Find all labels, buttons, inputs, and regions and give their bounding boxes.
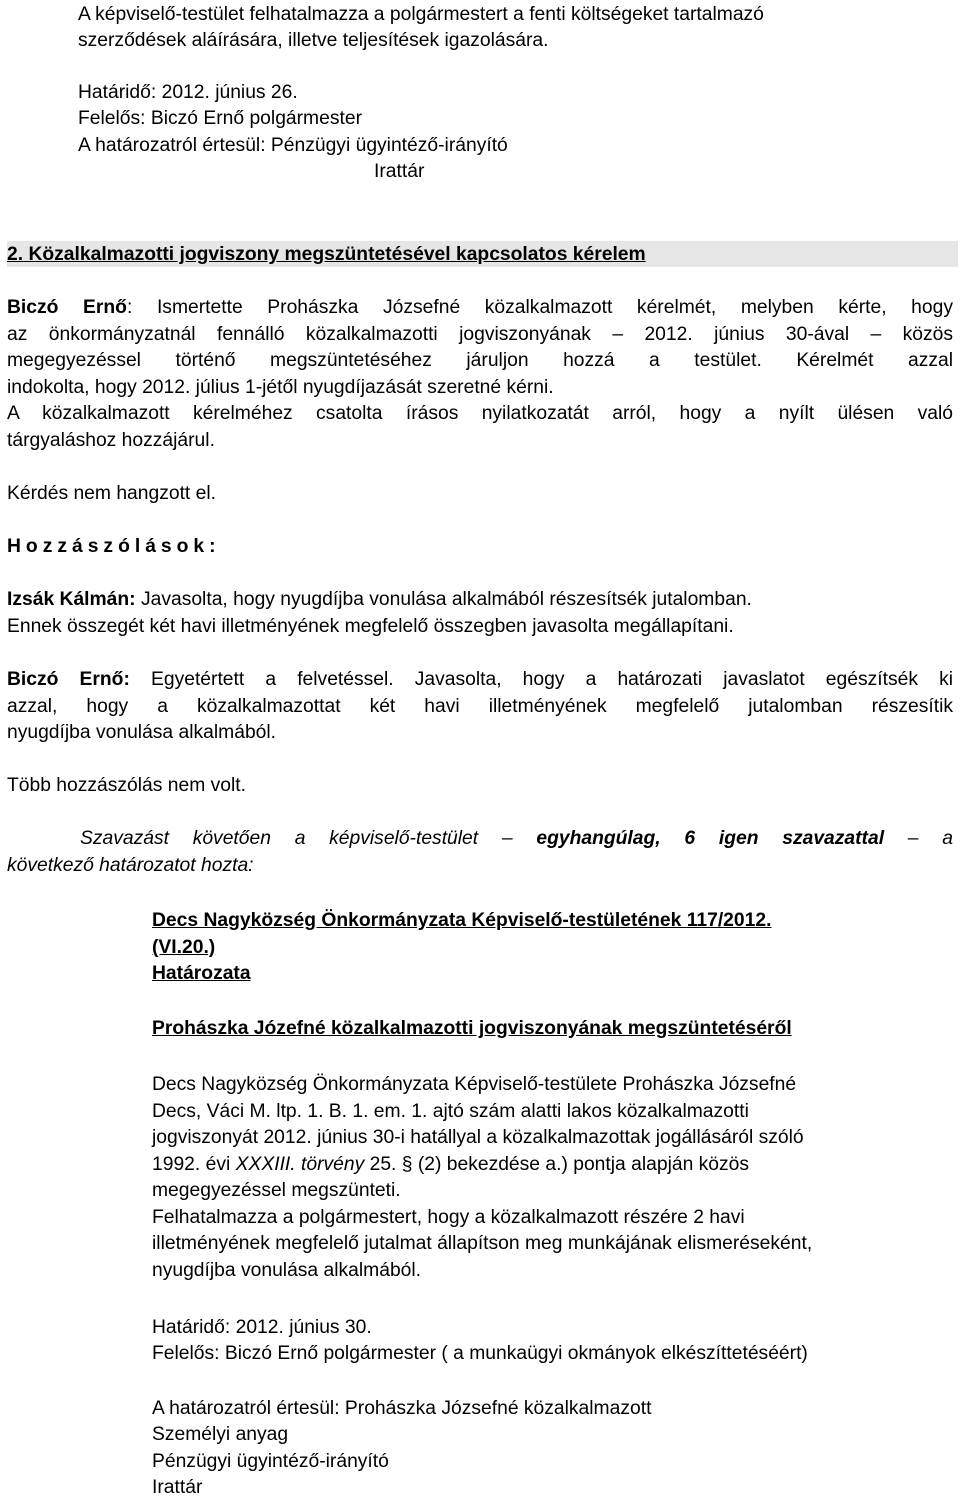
- biczo2-line-1: [7, 667, 953, 693]
- izsak-line-2: Ennek összegét két havi illetményének megfelelő összegben javasolta megállapítani.: [7, 616, 734, 637]
- section-title: Közalkalmazotti jogviszony megszüntetésével kapcsolatos kérelem: [28, 244, 646, 265]
- section-number: 2.: [7, 244, 24, 265]
- notified-1: A határozatról értesül: Pénzügyi ügyintéző-irányító: [78, 135, 508, 156]
- vote-post: – a: [884, 828, 954, 849]
- resolution-deadline: Határidő: 2012. június 30.: [152, 1317, 372, 1338]
- resolution-body-2: Decs, Váci M. ltp. 1. B. 1. em. 1. ajtó szám alatti lakos közalkalmazotti: [152, 1101, 749, 1122]
- para1-line-1: [7, 295, 953, 321]
- resolution-notified: A határozatról értesül: Prohászka Józsefné közalkalmazott: [152, 1398, 652, 1419]
- resolution-body-1: Decs Nagyközség Önkormányzata Képviselő-testülete Prohászka Józsefné: [152, 1074, 797, 1095]
- resolution-notified-3: Pénzügyi ügyintéző-irányító: [152, 1451, 389, 1472]
- resolution-title-3: Határozata: [152, 963, 251, 984]
- izsak-text-1: Javasolta, hogy nyugdíjba vonulása alkalmából részesítsék jutalomban.: [135, 589, 752, 610]
- resolution-body-6: Felhatalmazza a polgármestert, hogy a közalkalmazott részére 2 havi: [152, 1207, 745, 1228]
- no-more-comments: Több hozzászólás nem volt.: [7, 775, 246, 796]
- resolution-body-7: illetményének megfelelő jutalmat állapítson meg munkájának elismeréseként,: [152, 1233, 813, 1254]
- law-reference: XXXIII. törvény: [235, 1154, 365, 1175]
- para1-line-2: az önkormányzatnál fennálló közalkalmazotti jogviszonyának – 2012. június 30-ával – közös: [7, 324, 953, 345]
- para1-text-1: : Ismertette Prohászka Józsefné közalkalmazott kérelmét, melyben kérte, hogy: [126, 297, 953, 318]
- resolution-body-3: jogviszonyát 2012. június 30-i hatállyal a közalkalmazottak jogállásáról szóló: [152, 1127, 804, 1148]
- vote-line-1: [80, 826, 953, 852]
- resolution-responsible: Felelős: Biczó Ernő polgármester ( a munkaügyi okmányok elkészíttetéséért): [152, 1343, 808, 1364]
- intro-line-2: szerződések aláírására, illetve teljesítések igazolására.: [78, 30, 549, 51]
- vote-line-2: következő határozatot hozta:: [7, 855, 254, 876]
- para2-line-2: tárgyaláshoz hozzájárul.: [7, 430, 215, 451]
- resolution-body-4: [152, 1152, 749, 1178]
- speaker-name: Biczó Ernő:: [7, 669, 130, 690]
- para2-line-1: A közalkalmazott kérelméhez csatolta írásos nyilatkozatát arról, hogy a nyílt ülésen való: [7, 403, 953, 424]
- biczo2-line-3: nyugdíjba vonulása alkalmából.: [7, 722, 277, 743]
- intro-line-1: A képviselő-testület felhatalmazza a polgármestert a fenti költségeket tartalmazó: [78, 4, 764, 25]
- speaker-name: Biczó Ernő: [7, 297, 127, 318]
- no-question: Kérdés nem hangzott el.: [7, 483, 217, 504]
- deadline-1: Határidő: 2012. június 26.: [78, 82, 298, 103]
- section-heading: [7, 242, 646, 268]
- para1-line-4: indokolta, hogy 2012. július 1-jétől nyugdíjazását szeretné kérni.: [7, 377, 554, 398]
- resolution-body-8: nyugdíjba vonulása alkalmából.: [152, 1260, 422, 1281]
- resolution-title-1: Decs Nagyközség Önkormányzata Képviselő-testületének 117/2012.: [152, 910, 772, 931]
- notified-1-extra: Irattár: [374, 161, 425, 182]
- vote-pre: Szavazást követően a képviselő-testület –: [80, 828, 537, 849]
- resolution-subject: Prohászka Józefné közalkalmazotti jogviszonyának megszüntetéséről: [152, 1018, 792, 1039]
- izsak-line-1: [7, 587, 752, 613]
- body-4-pre: 1992. évi: [152, 1154, 236, 1175]
- resolution-notified-2: Személyi anyag: [152, 1424, 289, 1445]
- resolution-notified-4: Irattár: [152, 1477, 203, 1498]
- responsible-1: Felelős: Biczó Ernő polgármester: [78, 108, 362, 129]
- resolution-title-2: (VI.20.): [152, 937, 216, 958]
- biczo2-line-2: azzal, hogy a közalkalmazottat két havi illetményének megfelelő jutalomban részesítik: [7, 696, 953, 717]
- para1-line-3: megegyezéssel történő megszüntetéséhez járuljon hozzá a testület. Kérelmét azzal: [7, 350, 953, 371]
- comments-heading: Hozzászólások:: [7, 536, 221, 557]
- vote-result: egyhangúlag, 6 igen szavazattal: [536, 828, 885, 849]
- speaker-name: Izsák Kálmán:: [7, 589, 136, 610]
- resolution-body-5: megegyezéssel megszünteti.: [152, 1180, 401, 1201]
- biczo2-text-1: Egyetértett a felvetéssel. Javasolta, hogy a határozati javaslatot egészítsék ki: [129, 669, 954, 690]
- body-4-post: 25. § (2) bekezdése a.) pontja alapján közös: [364, 1154, 750, 1175]
